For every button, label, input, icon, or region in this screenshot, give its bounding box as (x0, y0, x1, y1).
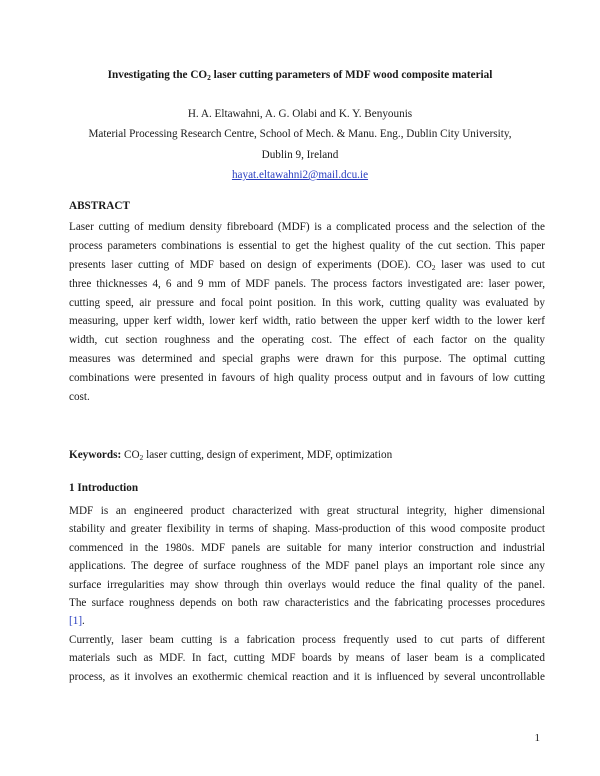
abstract-heading: ABSTRACT (69, 200, 130, 212)
affiliation-line-2: Dublin 9, Ireland (261, 149, 339, 161)
introduction-body: MDF is an engineered product characterized with great structural integrity, higher dimensional stability and greater flexibility in terms of shaping. Mass-production of this wood composite product commenced in the 1980s. MDF panels are suitable for many interior construction and industrial applications. The degree of surface roughness of the MDF panel plays an important role since any surface irregularities may show through thin overlays would reduce the final quality of the panel. The surface roughness depends on both raw characteristics and the fabricating processes procedures [1]. Currently, laser beam cutting is a fabrication process frequently used to cut parts of different materials such as MDF. In fact, cutting MDF boards by means of laser beam is a complicated process, as it involves an exothermic chemical reaction and it is influenced by several uncontrollable (69, 505, 545, 683)
keywords: Keywords: $CO_2$ laser cutting, design of experiment, MDF, optimization (69, 449, 393, 462)
paper-title: Investigating the $CO_2$ laser cutting parameters of MDF wood composite material (107, 69, 493, 82)
author-email[interactable] (0, 168, 600, 182)
citation-link[interactable]: [1] (69, 615, 83, 628)
authors: H. A. Eltawahni, A. G. Olabi and K. Y. Benyounis (187, 108, 413, 120)
affiliation-line-1: Material Processing Research Centre, School of Mech. & Manu. Eng., Dublin City University, (88, 128, 512, 140)
abstract-body: Laser cutting of medium density fibreboard (MDF) is a complicated process and the selection of the process parameters combinations is essential to get the highest quality of the cut section. This paper presents laser cutting of MDF based on design of experiments (DOE). $CO_2$ laser was used to cut three thicknesses 4, 6 and 9 mm of MDF panels. The process factors investigated are: laser power, cutting speed, air pressure and focal point position. In this work, cutting quality was evaluated by measuring, upper kerf width, lower kerf width, ratio between the upper kerf width to the lower kerf width, cut section roughness and the operating cost. The effect of each factor on the quality measures was determined and special graphs were drawn for this purpose. The optimal cutting combinations were presented in favours of high quality process output and in favours of low cutting cost. (69, 221, 545, 404)
introduction-heading: 1 Introduction (69, 482, 139, 494)
email-link[interactable]: hayat.eltawahni2@mail.dcu.ie (231, 169, 369, 181)
page-number: 1 (534, 732, 540, 744)
